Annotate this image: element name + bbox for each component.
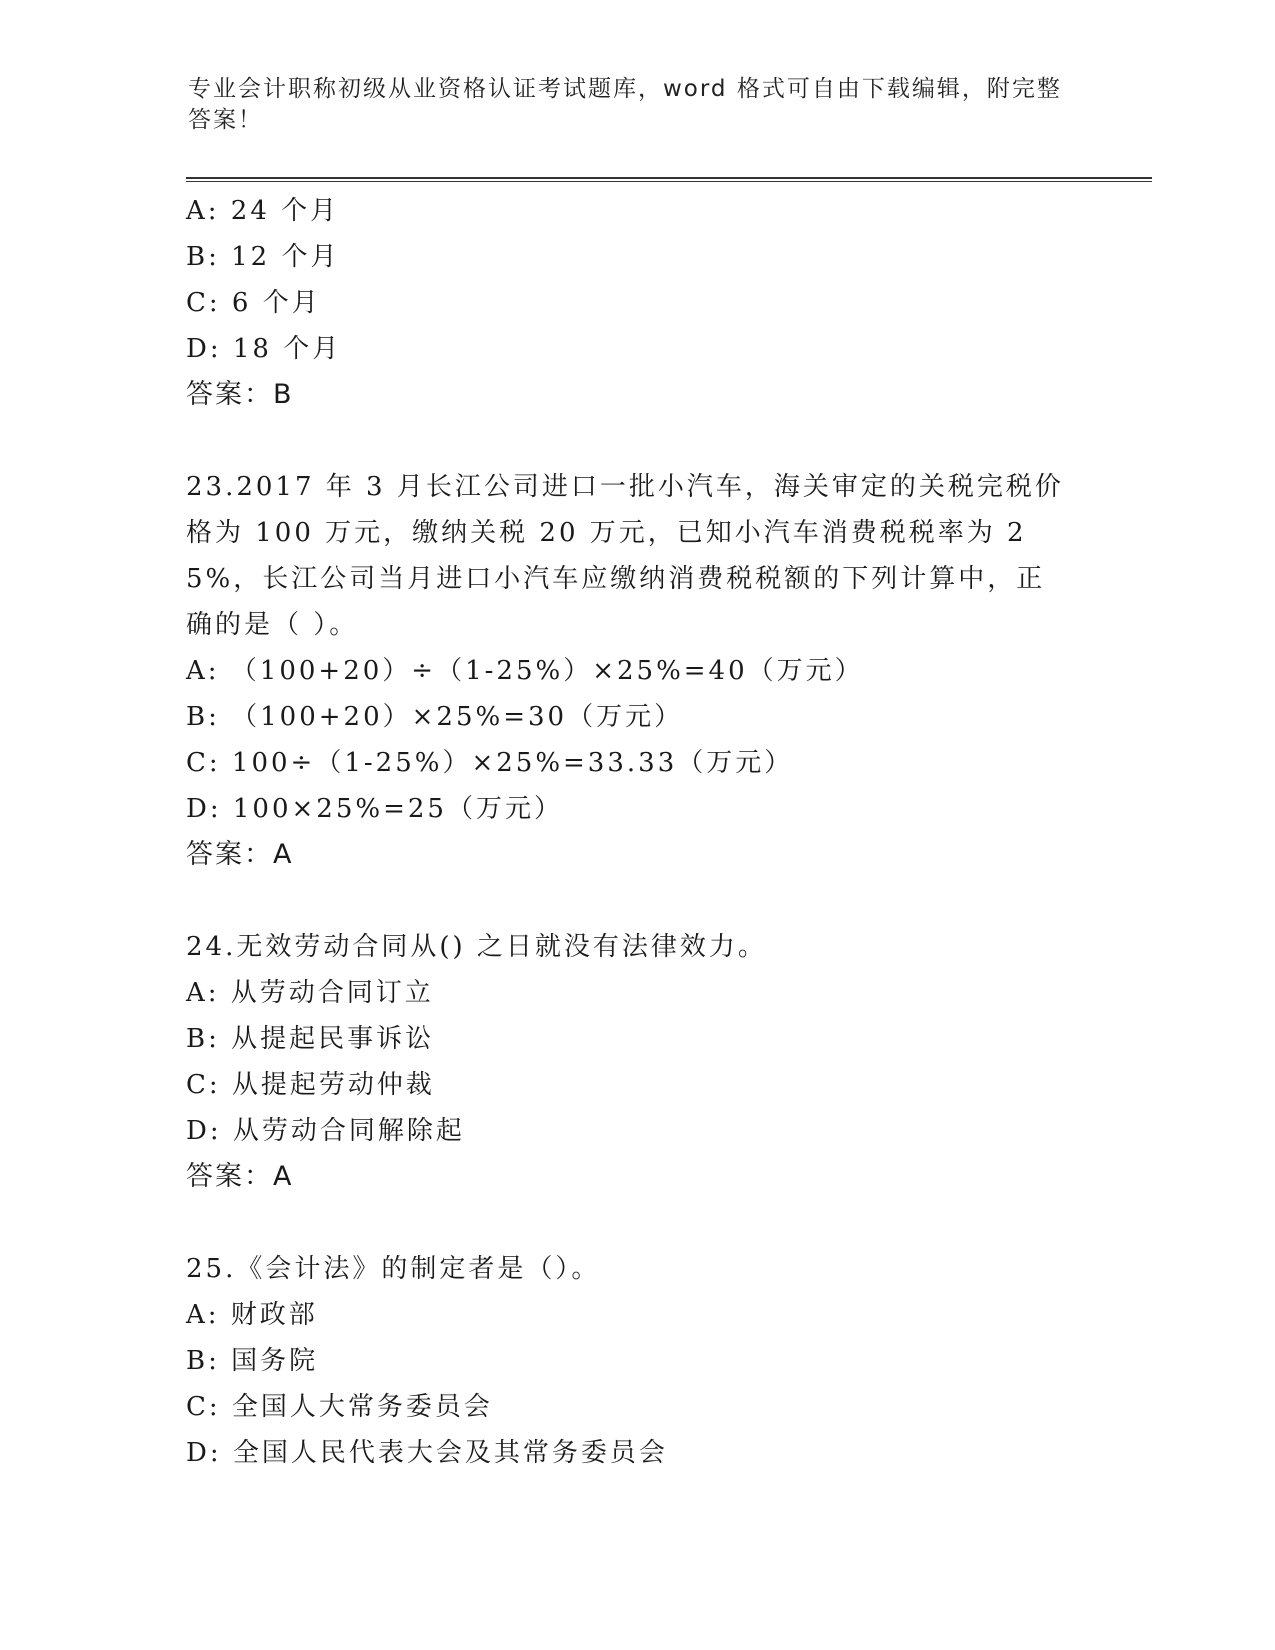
option-b: B: 12 个月 xyxy=(186,242,340,272)
option-d: D: 100×25%=25（万元） xyxy=(186,794,563,824)
answer: 答案：A xyxy=(186,1161,294,1192)
option-c: C: 100÷（1-25%）×25%=33.33（万元） xyxy=(186,748,794,778)
option-c: C: 6 个月 xyxy=(186,288,321,318)
option-d: D: 18 个月 xyxy=(186,334,342,364)
question-23 xyxy=(186,464,1086,878)
option-a: A: 从劳动合同订立 xyxy=(186,978,434,1008)
header-divider xyxy=(186,177,1152,179)
option-d: D: 从劳动合同解除起 xyxy=(186,1116,465,1146)
question-text: 24.无效劳动合同从() 之日就没有法律效力。 xyxy=(186,932,767,962)
question-text: 23.2017 年 3 月长江公司进口一批小汽车，海关审定的关税完税价格为 100 万元，缴纳关税 20 万元，已知小汽车消费税税率为 25%，长江公司当月进口小汽车应缴纳消费税税额的下列计算中，正确的是（ ）。 xyxy=(186,472,1064,640)
header-note: 专业会计职称初级从业资格认证考试题库，word 格式可自由下载编辑，附完整答案！ xyxy=(188,76,1062,133)
header-divider-thin xyxy=(186,181,1152,182)
question-25 xyxy=(186,1246,1086,1476)
option-c: C: 全国人大常务委员会 xyxy=(186,1392,493,1422)
option-d: D: 全国人民代表大会及其常务委员会 xyxy=(186,1438,668,1468)
question-22 xyxy=(186,188,1086,418)
answer: 答案：A xyxy=(186,839,294,870)
option-a: A: 24 个月 xyxy=(186,196,340,226)
question-24 xyxy=(186,924,1086,1200)
question-text: 25.《会计法》的制定者是（）。 xyxy=(186,1254,601,1284)
question-list xyxy=(186,188,1086,1476)
option-a: A: （100+20）÷（1-25%）×25%=40（万元） xyxy=(186,656,864,686)
answer: 答案：B xyxy=(186,379,294,410)
option-b: B: 国务院 xyxy=(186,1346,319,1376)
option-b: B: 从提起民事诉讼 xyxy=(186,1024,435,1054)
option-b: B: （100+20）×25%=30（万元） xyxy=(186,702,684,732)
option-a: A: 财政部 xyxy=(186,1300,318,1330)
option-c: C: 从提起劳动仲裁 xyxy=(186,1070,435,1100)
